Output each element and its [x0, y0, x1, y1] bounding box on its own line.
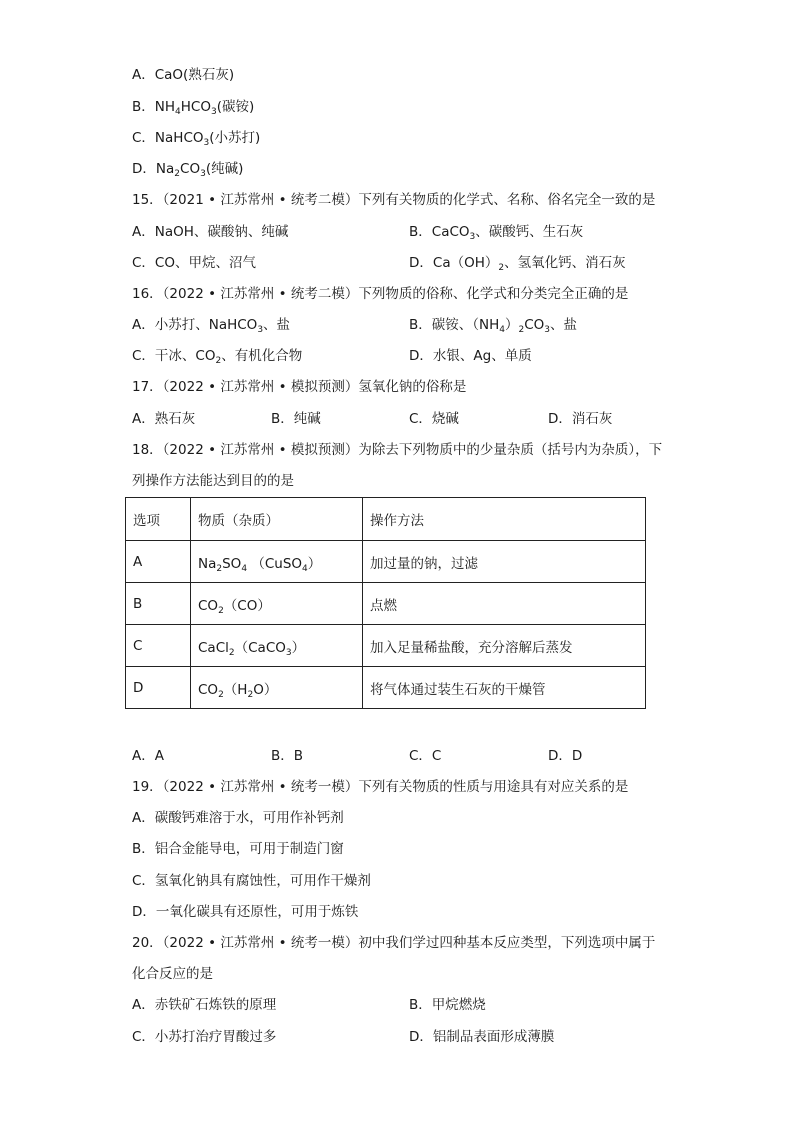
q20-stem-line1: 20．（2022 • 江苏常州 • 统考一模）初中我们学过四种基本反应类型，下列选项中属于	[132, 935, 656, 951]
row-substance: $Na_2SO_4$ （CuSO$_4$）	[191, 541, 363, 583]
row-substance: CaCl$_2$（CaCO$_3$）	[191, 625, 363, 667]
row-method: 将气体通过装生石灰的干燥管	[363, 667, 646, 709]
q17-stem: 17．（2022 • 江苏常州 • 模拟预测）氢氧化钠的俗称是	[132, 379, 467, 395]
row-method: 加入足量稀盐酸，充分溶解后蒸发	[363, 625, 646, 667]
q16-option-d: D．水银、Ag、单质	[409, 348, 532, 364]
table-row	[126, 541, 646, 583]
q20-stem-line2: 化合反应的是	[132, 966, 213, 982]
q20-option-a: A．赤铁矿石炼铁的原理	[132, 997, 277, 1013]
q14-option-b: B．$NH_4HCO_3$(碳铵)	[132, 99, 255, 117]
q18-options-table	[125, 497, 646, 709]
q19-option-b: B．铝合金能导电，可用于制造门窗	[132, 841, 344, 857]
q15-option-a: A．NaOH、碳酸钠、纯碱	[132, 224, 289, 240]
row-substance: $CO_2(H_2O)$	[191, 667, 363, 709]
row-option: D	[126, 667, 191, 709]
q18-option-a: A．A	[132, 748, 164, 764]
q16-option-b: B．碳铵、$(NH_4)_2CO_3$、盐	[409, 317, 578, 335]
table-row	[126, 625, 646, 667]
header-option: 选项	[126, 498, 191, 541]
header-substance: 物质（杂质）	[191, 498, 363, 541]
row-method: 点燃	[363, 583, 646, 625]
q16-stem: 16．（2022 • 江苏常州 • 统考二模）下列物质的俗称、化学式和分类完全正确的是	[132, 286, 629, 302]
table-row	[126, 667, 646, 709]
q15-option-b: B．CaCO$_3$、碳酸钙、生石灰	[409, 224, 584, 242]
row-substance: $CO_2(CO)$	[191, 583, 363, 625]
q16-option-a: A．小苏打、NaHCO$_3$、盐	[132, 317, 291, 335]
q14-option-a: A．CaO(熟石灰)	[132, 67, 235, 83]
q15-option-d: D．$Ca(OH)_2$、氢氧化钙、消石灰	[409, 255, 626, 273]
q19-stem: 19．（2022 • 江苏常州 • 统考一模）下列有关物质的性质与用途具有对应关系的是	[132, 779, 629, 795]
q18-option-d: D．D	[548, 748, 583, 764]
q17-option-c: C．烧碱	[409, 411, 459, 427]
q17-option-b: B．纯碱	[271, 411, 321, 427]
q18-option-c: C．C	[409, 748, 442, 764]
q15-stem: 15．（2021 • 江苏常州 • 统考二模）下列有关物质的化学式、名称、俗名完全一致的是	[132, 192, 656, 208]
table-header-row	[126, 498, 646, 541]
q20-option-b: B．甲烷燃烧	[409, 997, 486, 1013]
q20-option-d: D．铝制品表面形成薄膜	[409, 1029, 555, 1045]
q14-option-c: C．NaHCO$_3$(小苏打)	[132, 130, 261, 148]
row-method: 加过量的钠，过滤	[363, 541, 646, 583]
row-option: C	[126, 625, 191, 667]
row-option: A	[126, 541, 191, 583]
q17-option-d: D．消石灰	[548, 411, 613, 427]
q19-option-c: C．氢氧化钠具有腐蚀性，可用作干燥剂	[132, 873, 371, 889]
q19-option-d: D．一氧化碳具有还原性，可用于炼铁	[132, 904, 359, 920]
q19-option-a: A．碳酸钙难溶于水，可用作补钙剂	[132, 810, 344, 826]
q18-option-b: B．B	[271, 748, 304, 764]
table-row	[126, 583, 646, 625]
row-option: B	[126, 583, 191, 625]
q14-option-d: D．$Na_2CO_3$(纯碱)	[132, 161, 244, 179]
header-method: 操作方法	[363, 498, 646, 541]
q18-stem-line2: 列操作方法能达到目的的是	[132, 473, 294, 489]
q18-stem-line1: 18．（2022 • 江苏常州 • 模拟预测）为除去下列物质中的少量杂质（括号内为杂质），下	[132, 442, 663, 458]
q20-option-c: C．小苏打治疗胃酸过多	[132, 1029, 277, 1045]
q15-option-c: C．CO、甲烷、沼气	[132, 255, 256, 271]
q16-option-c: C．干冰、$CO_2$、有机化合物	[132, 348, 303, 366]
q17-option-a: A．熟石灰	[132, 411, 196, 427]
